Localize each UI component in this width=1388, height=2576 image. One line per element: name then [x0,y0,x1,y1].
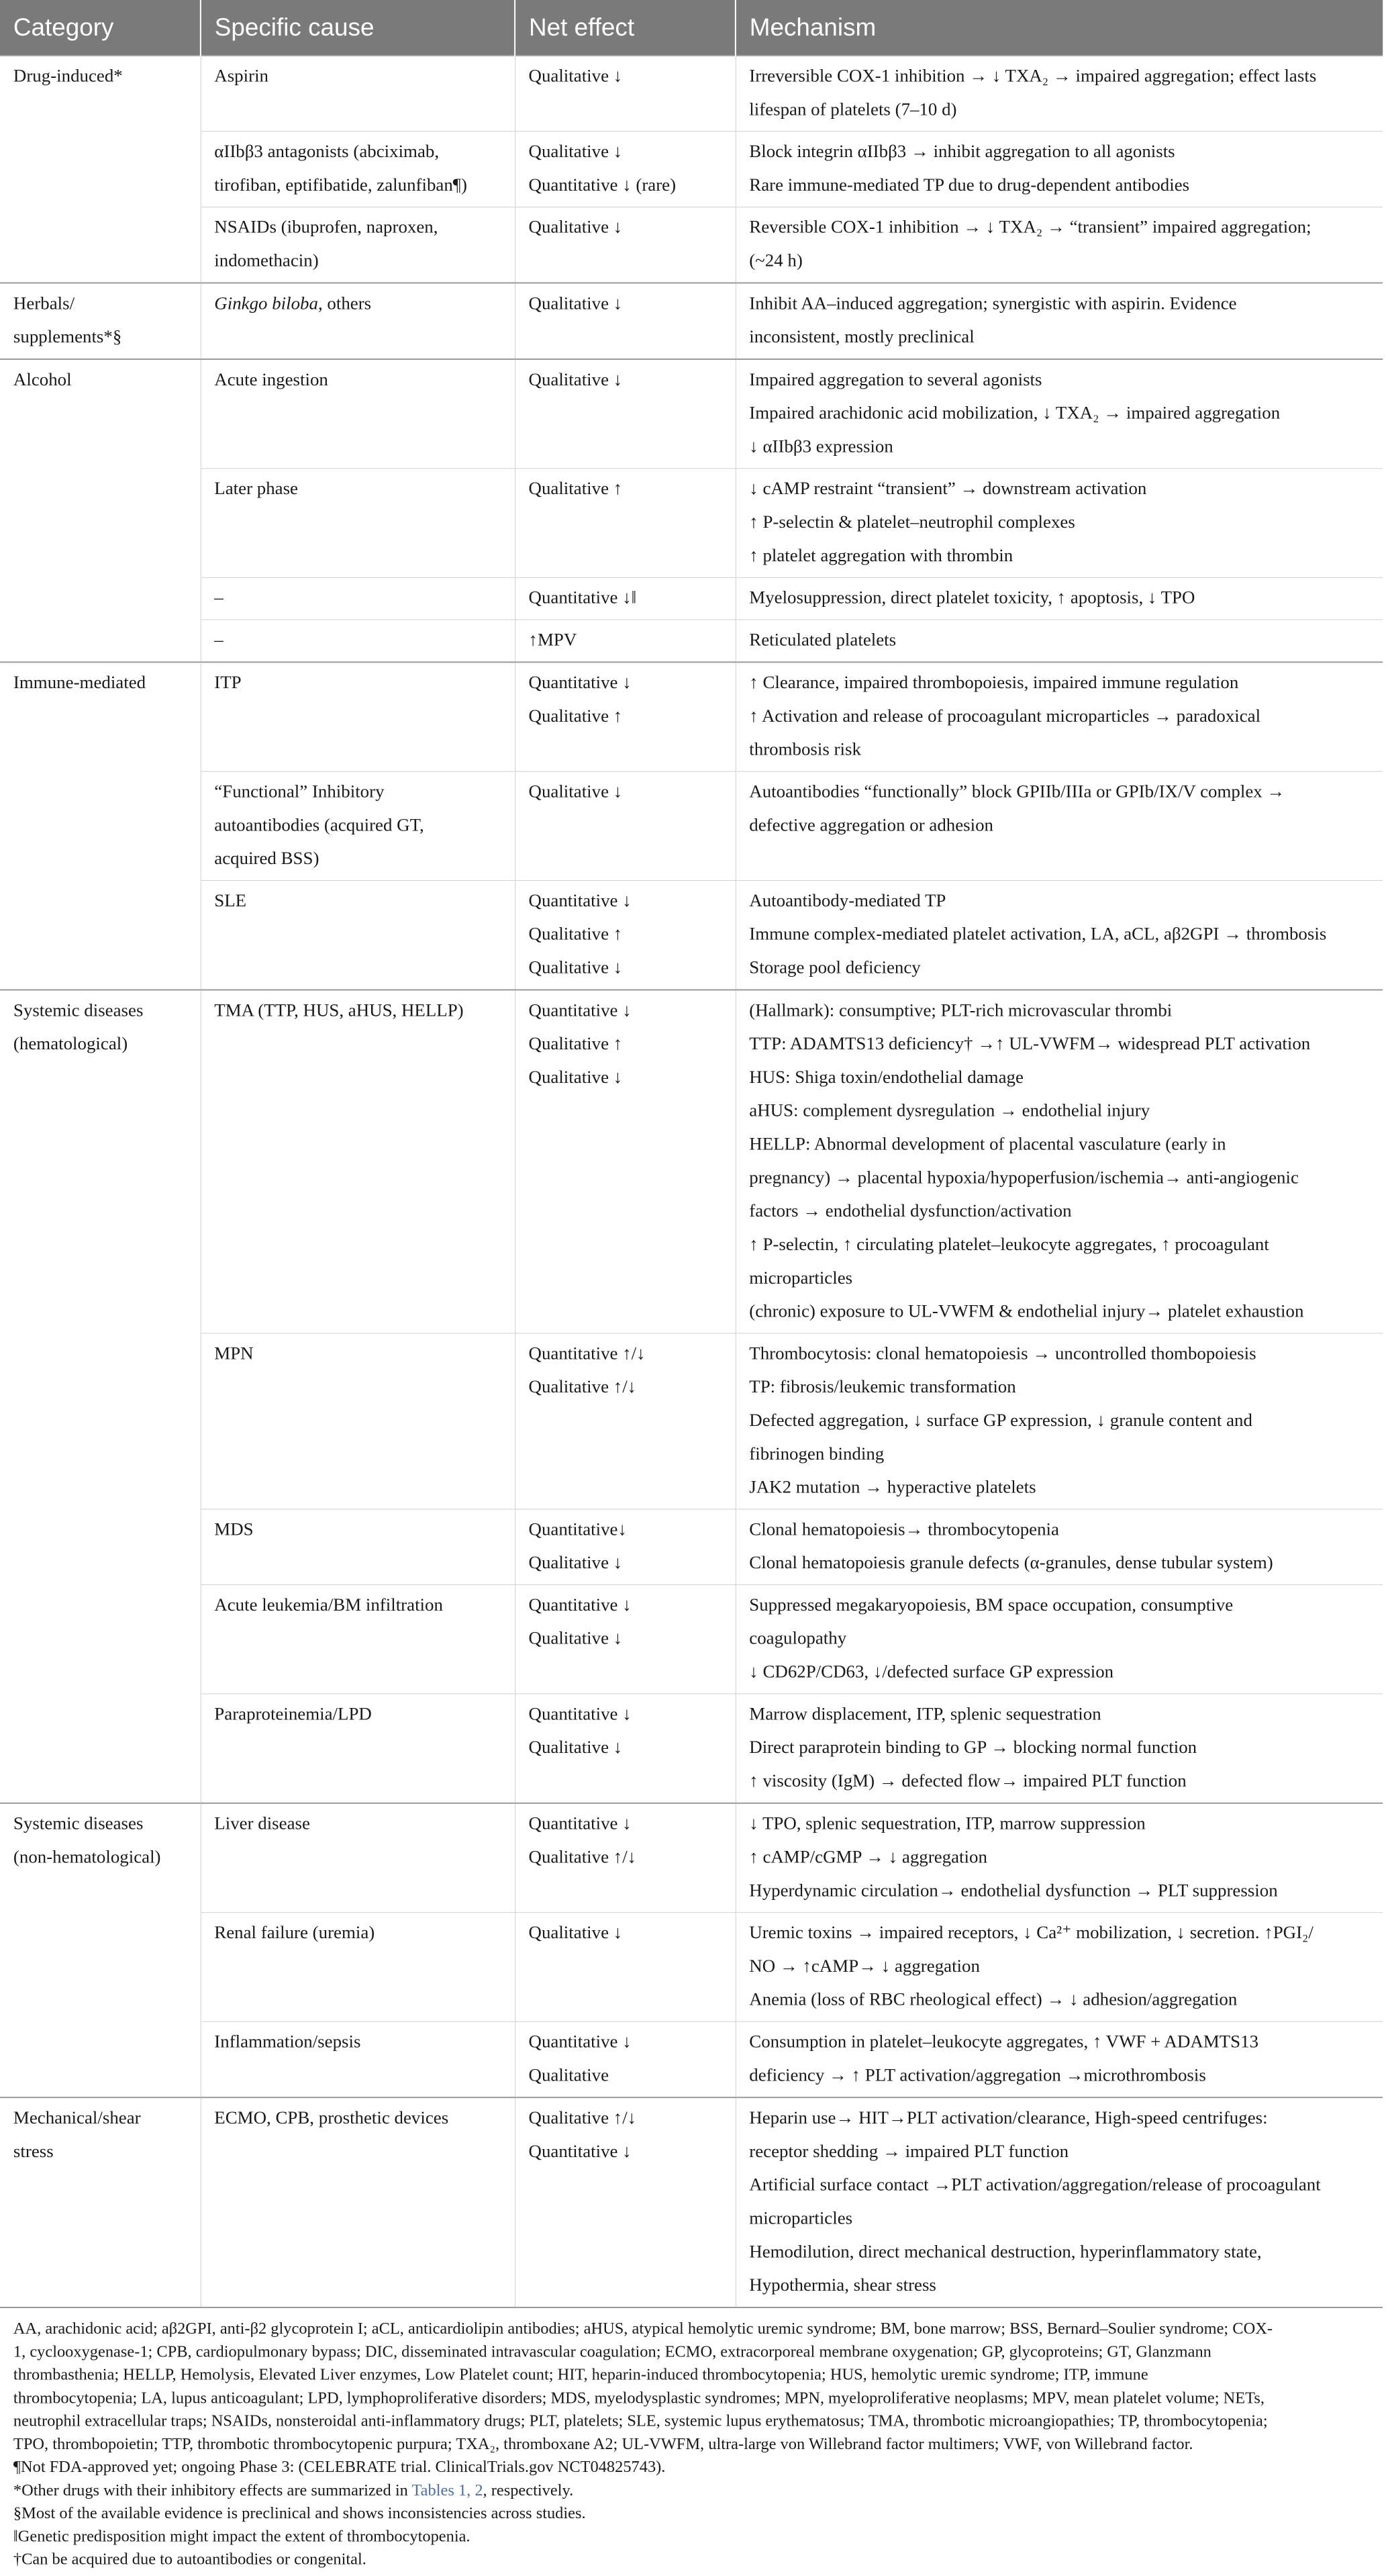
category-line: (hematological) [13,1033,128,1054]
category-line: Immune-mediated [13,672,146,693]
mechanism-line: Consumption in platelet–leukocyte aggregates, ↑ VWF + ADAMTS13 [749,2031,1259,2052]
effect-cell [515,1803,736,1913]
category-line: Drug-induced* [13,65,123,86]
header-specific-cause: Specific cause [201,0,515,56]
cause-line: αIIbβ3 antagonists (abciximab, [214,141,440,162]
effect-line: Quantitative ↓ [528,2140,632,2161]
category-cell [0,1694,201,1803]
cause-line: SLE [214,890,247,910]
effect-line: Qualitative ↑/↓ [528,1846,637,1867]
effect-line: Quantitative ↑/↓ [528,1343,646,1364]
table-row [0,620,1383,662]
tables-link[interactable]: Tables 1, 2 [411,2481,483,2499]
effect-cell [515,469,736,577]
table-row [0,2021,1383,2097]
mechanism-line: Artificial surface contact →PLT activation/aggregation/release of procoagulant [749,2174,1321,2195]
effect-line: Qualitative ↓ [528,957,623,977]
header-net-effect: Net effect [515,0,736,56]
category-cell [0,1585,201,1694]
header-mechanism: Mechanism [736,0,1383,56]
category-cell [0,881,201,990]
category-line: stress [13,2140,54,2161]
mechanism-line: Myelosuppression, direct platelet toxicity, ↑ apoptosis, ↓ TPO [749,587,1195,608]
cause-line: Liver disease [214,1813,310,1833]
effect-line: Quantitative ↓ [528,890,632,910]
cause-cell [201,1585,515,1694]
cause-cell [201,1333,515,1509]
cause-line: ITP [214,672,242,693]
cause-cell [201,990,515,1333]
effect-line: Quantitative↓ [528,1519,627,1539]
mechanism-line: ↑ Clearance, impaired thrombopoiesis, impaired immune regulation [749,672,1239,693]
mechanism-line: thrombosis risk [749,738,861,759]
effect-cell [515,2097,736,2307]
mechanism-line: Hyperdynamic circulation→ endothelial dysfunction → PLT suppression [749,1880,1278,1901]
cause-cell [201,771,515,880]
footnote-other-drugs-text: *Other drugs with their inhibitory effects are summarized in [13,2481,412,2499]
cause-line: “Functional” Inhibitory [214,781,385,802]
effect-cell [515,1913,736,2021]
category-cell [0,662,201,771]
category-cell [0,1509,201,1585]
effect-line: Qualitative ↓ [528,1627,623,1648]
cause-cell [201,1694,515,1803]
category-line: Mechanical/shear [13,2107,141,2128]
effect-line: Qualitative ↓ [528,1066,623,1087]
mechanism-cell [736,207,1383,283]
table-row [0,1509,1383,1585]
effect-cell [515,881,736,990]
mechanism-line: Clonal hematopoiesis granule defects (α-granules, dense tubular system) [749,1552,1273,1573]
cause-line: Paraproteinemia/LPD [214,1703,372,1724]
mechanism-line: receptor shedding → impaired PLT function [749,2140,1069,2161]
mechanism-line: Thrombocytosis: clonal hematopoiesis → uncontrolled thombopoiesis [749,1343,1256,1364]
mechanism-line: fibrinogen binding [749,1443,885,1464]
footnote-other-drugs [13,2479,1371,2502]
cause-cell [201,2097,515,2307]
mechanism-line: Rare immune-mediated TP due to drug-dependent antibodies [749,175,1190,195]
mechanism-line: pregnancy) → placental hypoxia/hypoperfusion/ischemia→ anti-angiogenic [749,1167,1299,1188]
mechanism-cell [736,132,1383,207]
table-row [0,577,1383,620]
table-row [0,207,1383,283]
table-row [0,1694,1383,1803]
effect-line: Qualitative ↓ [528,781,623,802]
mechanism-cell [736,2021,1383,2097]
category-cell [0,283,201,359]
cause-cell [201,662,515,771]
cause-line: – [214,587,224,608]
mechanism-line: Inhibit AA–induced aggregation; synergistic with aspirin. Evidence [749,293,1237,314]
effect-line: Qualitative ↓ [528,293,623,314]
abbreviation-line: 1, cyclooxygenase-1; CPB, cardiopulmonary bypass; DIC, disseminated intravascular coagulation; ECMO, extracorporeal membrane oxygenation; GP, glycoproteins; GT, Glanzmann [13,2342,1211,2361]
cause-italic-text: Ginkgo biloba [214,293,318,314]
effect-line: Qualitative ↑/↓ [528,1376,637,1397]
abbreviation-line: AA, arachidonic acid; aβ2GPI, anti-β2 glycoprotein I; aCL, anticardiolipin antibodies; aHUS, atypical hemolytic uremic syndrome; BM, bone marrow; BSS, Bernard–Soulier syndrome; COX- [13,2319,1273,2338]
table-row [0,1333,1383,1509]
effect-line: Quantitative ↓ [528,1703,632,1724]
category-cell [0,1803,201,1913]
mechanism-line: TP: fibrosis/leukemic transformation [749,1376,1016,1397]
mechanism-line: Autoantibodies “functionally” block GPIIb/IIIa or GPIb/IX/V complex → [749,781,1285,802]
mechanism-cell [736,56,1383,132]
mechanism-line: Impaired arachidonic acid mobilization, ↓ TXA₂ → impaired aggregation [749,402,1281,423]
effect-cell [515,132,736,207]
mechanism-line: ↑ P-selectin & platelet–neutrophil complexes [749,512,1075,532]
footnote-other-drugs-end: , respectively. [483,2481,574,2499]
cause-cell [201,620,515,662]
cause-cell [201,1913,515,2021]
effect-cell [515,283,736,359]
cause-cell [201,359,515,469]
effect-line: Qualitative ↓ [528,1737,623,1758]
mechanism-line: Uremic toxins → impaired receptors, ↓ Ca²⁺ mobilization, ↓ secretion. ↑PGI₂/ [749,1922,1313,1943]
cause-line: autoantibodies (acquired GT, [214,814,424,835]
abbreviation-line: thrombocytopenia; LA, lupus anticoagulant; LPD, lymphoproliferative disorders; MDS, myelodysplastic syndromes; MPN, myeloproliferative neoplasms; MPV, mean platelet volume; NETs, [13,2389,1265,2407]
table-row [0,662,1383,771]
abbreviation-line: neutrophil extracellular traps; NSAIDs, nonsteroidal anti-inflammatory drugs; PLT, platelets; SLE, systemic lupus erythematosus; TMA, thrombotic microangiopathies; TP, thrombocytopenia; [13,2412,1268,2430]
effect-line: Quantitative ↓‖ [528,587,637,608]
table-body [0,56,1383,2307]
effect-line: Qualitative ↓ [528,216,623,237]
effect-cell [515,1694,736,1803]
cause-cell [201,132,515,207]
mechanism-cell [736,1509,1383,1585]
category-cell [0,990,201,1333]
footnote-acquired: †Can be acquired due to autoantibodies or congenital. [13,2550,366,2569]
table-row [0,990,1383,1333]
mechanism-line: Clonal hematopoiesis→ thrombocytopenia [749,1519,1059,1539]
cause-line: Aspirin [214,65,268,86]
mechanism-line: ↑ Activation and release of procoagulant microparticles → paradoxical [749,706,1261,726]
effect-line: ↑MPV [528,629,577,650]
mechanism-line: deficiency → ↑ PLT activation/aggregation →microthrombosis [749,2064,1206,2085]
cause-cell [201,1803,515,1913]
effect-cell [515,56,736,132]
footnote-preclinical: §Most of the available evidence is preclinical and shows inconsistencies across studies. [13,2503,586,2522]
effect-cell [515,662,736,771]
mechanism-line: Hypothermia, shear stress [749,2275,936,2295]
effect-line: Qualitative ↑/↓ [528,2107,637,2128]
cause-line: Renal failure (uremia) [214,1922,375,1943]
effect-cell [515,359,736,469]
mechanism-line: ↑ P-selectin, ↑ circulating platelet–leukocyte aggregates, ↑ procoagulant [749,1234,1269,1254]
mechanism-cell [736,577,1383,620]
mechanism-line: coagulopathy [749,1627,847,1648]
mechanism-line: HELLP: Abnormal development of placental vasculature (early in [749,1133,1226,1154]
mechanism-cell [736,2097,1383,2307]
mechanism-line: microparticles [749,2207,853,2228]
mechanism-line: defective aggregation or adhesion [749,814,993,835]
effect-line: Qualitative ↑ [528,1033,623,1054]
cause-line: indomethacin) [214,250,319,271]
mechanism-line: Anemia (loss of RBC rheological effect) → ↓ adhesion/aggregation [749,1989,1238,2009]
mechanism-cell [736,662,1383,771]
cause-line: Inflammation/sepsis [214,2031,361,2052]
mechanism-line: Suppressed megakaryopoiesis, BM space occupation, consumptive [749,1594,1234,1615]
mechanism-cell [736,1803,1383,1913]
effect-cell [515,990,736,1333]
effect-cell [515,771,736,880]
category-cell [0,132,201,207]
mechanism-cell [736,990,1383,1333]
category-line: Systemic diseases [13,1813,144,1833]
cause-text: , others [317,293,372,314]
mechanism-line: Defected aggregation, ↓ surface GP expression, ↓ granule content and [749,1410,1252,1430]
table-row [0,771,1383,880]
mechanism-cell [736,771,1383,880]
mechanism-line: ↑ cAMP/cGMP → ↓ aggregation [749,1846,987,1867]
mechanism-line: Heparin use→ HIT→PLT activation/clearance, High-speed centrifuges: [749,2107,1268,2128]
effect-cell [515,577,736,620]
effect-cell [515,1585,736,1694]
table-row [0,881,1383,990]
effect-line: Quantitative ↓ [528,1594,632,1615]
cause-cell [201,1509,515,1585]
cause-line: ECMO, CPB, prosthetic devices [214,2107,449,2128]
mechanism-line: Autoantibody-mediated TP [749,890,946,910]
effect-line: Qualitative ↑ [528,923,623,944]
table-header-row [0,0,1383,56]
table-row [0,469,1383,577]
cause-cell [201,207,515,283]
table-row [0,56,1383,132]
cause-cell [201,469,515,577]
mechanism-cell [736,283,1383,359]
effect-line: Qualitative ↓ [528,65,623,86]
cause-line: MPN [214,1343,254,1364]
mechanism-line: Storage pool deficiency [749,957,921,977]
effect-line: Qualitative ↓ [528,369,623,389]
effect-line: Qualitative ↓ [528,1552,623,1573]
mechanism-line: (chronic) exposure to UL-VWFM & endothelial injury→ platelet exhaustion [749,1300,1304,1321]
mechanism-cell [736,1694,1383,1803]
effect-line: Qualitative ↓ [528,1922,623,1943]
mechanism-line: lifespan of platelets (7–10 d) [749,99,957,120]
mechanism-line: Block integrin αIIbβ3 → inhibit aggregation to all agonists [749,141,1175,162]
mechanism-cell [736,1585,1383,1694]
cause-cell [201,2021,515,2097]
effect-cell [515,1333,736,1509]
cause-line [214,286,501,320]
mechanism-line: NO → ↑cAMP→ ↓ aggregation [749,1955,980,1976]
cause-line: TMA (TTP, HUS, aHUS, HELLP) [214,1000,464,1020]
mechanism-line: factors → endothelial dysfunction/activation [749,1200,1072,1221]
cause-line: NSAIDs (ibuprofen, naproxen, [214,216,438,237]
category-cell [0,207,201,283]
mechanism-line: microparticles [749,1267,853,1288]
category-cell [0,469,201,577]
cause-line: Acute leukemia/BM infiltration [214,1594,443,1615]
mechanism-line: Direct paraprotein binding to GP → blocking normal function [749,1737,1197,1758]
mechanism-line: ↓ αIIbβ3 expression [749,436,893,457]
effect-line: Quantitative ↓ (rare) [528,175,677,195]
category-cell [0,2021,201,2097]
table-row [0,1585,1383,1694]
category-line: Alcohol [13,369,72,389]
abbreviation-line: TPO, thrombopoietin; TTP, thrombotic thrombocytopenic purpura; TXA₂, thromboxane A2; UL-VWFM, ultra-large von Willebrand factor multimers; VWF, von Willebrand factor. [13,2434,1193,2453]
cause-line: acquired BSS) [214,848,319,869]
category-cell [0,1333,201,1509]
effect-line: Qualitative ↑ [528,706,623,726]
mechanism-cell [736,469,1383,577]
table-footnotes [13,2318,1371,2571]
cause-line: – [214,629,224,650]
mechanism-line: TTP: ADAMTS13 deficiency† →↑ UL-VWFM→ widespread PLT activation [749,1033,1311,1054]
effect-cell [515,207,736,283]
mechanism-line: Immune complex-mediated platelet activation, LA, aCL, aβ2GPI → thrombosis [749,923,1327,944]
mechanism-line: ↓ TPO, splenic sequestration, ITP, marrow suppression [749,1813,1146,1833]
abbreviations-note [13,2318,1371,2456]
footnote-genetic: ‖Genetic predisposition might impact the extent of thrombocytopenia. [13,2527,470,2546]
category-cell [0,2097,201,2307]
effect-line: Quantitative ↓ [528,1813,632,1833]
mechanism-line: Hemodilution, direct mechanical destruction, hyperinflammatory state, [749,2241,1262,2262]
effect-line: Qualitative ↑ [528,478,623,499]
mechanism-line: (~24 h) [749,250,803,271]
table-row [0,2097,1383,2307]
table-row [0,1913,1383,2021]
category-cell [0,1913,201,2021]
cause-cell [201,56,515,132]
category-cell [0,56,201,132]
effect-cell [515,1509,736,1585]
table-row [0,132,1383,207]
category-cell [0,771,201,880]
effect-line: Quantitative ↓ [528,1000,632,1020]
mechanism-line: ↓ cAMP restraint “transient” → downstream activation [749,478,1147,499]
category-line: (non-hematological) [13,1846,161,1867]
effect-line: Qualitative ↓ [528,141,623,162]
effect-cell [515,620,736,662]
abbreviation-line: thrombasthenia; HELLP, Hemolysis, Elevated Liver enzymes, Low Platelet count; HIT, heparin-induced thrombocytopenia; HUS, hemolytic uremic syndrome; ITP, immune [13,2365,1148,2384]
mechanism-line: Marrow displacement, ITP, splenic sequestration [749,1703,1101,1724]
effect-line: Qualitative [528,2064,609,2085]
table-row [0,1803,1383,1913]
header-category: Category [0,0,201,56]
cause-line: tirofiban, eptifibatide, zalunfiban¶) [214,175,467,195]
effect-cell [515,2021,736,2097]
mechanism-cell [736,881,1383,990]
mechanism-line: JAK2 mutation → hyperactive platelets [749,1476,1036,1497]
effect-line: Quantitative ↓ [528,2031,632,2052]
footnote-not-fda: ¶Not FDA-approved yet; ongoing Phase 3: (CELEBRATE trial. ClinicalTrials.gov NCT04825743). [13,2458,666,2477]
cause-cell [201,881,515,990]
mechanism-line: Irreversible COX-1 inhibition → ↓ TXA₂ → impaired aggregation; effect lasts [749,65,1317,86]
mechanism-line: Reversible COX-1 inhibition → ↓ TXA₂ → “transient” impaired aggregation; [749,216,1311,237]
category-line: supplements*§ [13,326,122,347]
mechanism-line: inconsistent, mostly preclinical [749,326,975,347]
cause-line: Later phase [214,478,299,499]
mechanism-line: aHUS: complement dysregulation → endothelial injury [749,1100,1150,1120]
mechanism-line: ↑ platelet aggregation with thrombin [749,544,1013,565]
effect-line: Quantitative ↓ [528,672,632,693]
cause-line: Acute ingestion [214,369,328,389]
mechanism-cell [736,620,1383,662]
mechanism-line: Impaired aggregation to several agonists [749,369,1042,389]
mechanism-line: ↑ viscosity (IgM) → defected flow→ impaired PLT function [749,1770,1187,1791]
category-cell [0,359,201,469]
mechanism-cell [736,359,1383,469]
mechanism-cell [736,1333,1383,1509]
cause-cell [201,283,515,359]
mechanism-cell [736,1913,1383,2021]
table-row [0,359,1383,469]
mechanism-line: HUS: Shiga toxin/endothelial damage [749,1066,1024,1087]
mechanism-line: ↓ CD62P/CD63, ↓/defected surface GP expression [749,1661,1114,1682]
cause-cell [201,577,515,620]
mechanism-line: Reticulated platelets [749,629,897,650]
category-line: Herbals/ [13,293,75,314]
category-cell [0,620,201,662]
category-cell [0,577,201,620]
category-line: Systemic diseases [13,1000,144,1020]
cause-line: MDS [214,1519,254,1539]
mechanism-line: (Hallmark): consumptive; PLT-rich microvascular thrombi [749,1000,1173,1020]
table-row [0,283,1383,359]
